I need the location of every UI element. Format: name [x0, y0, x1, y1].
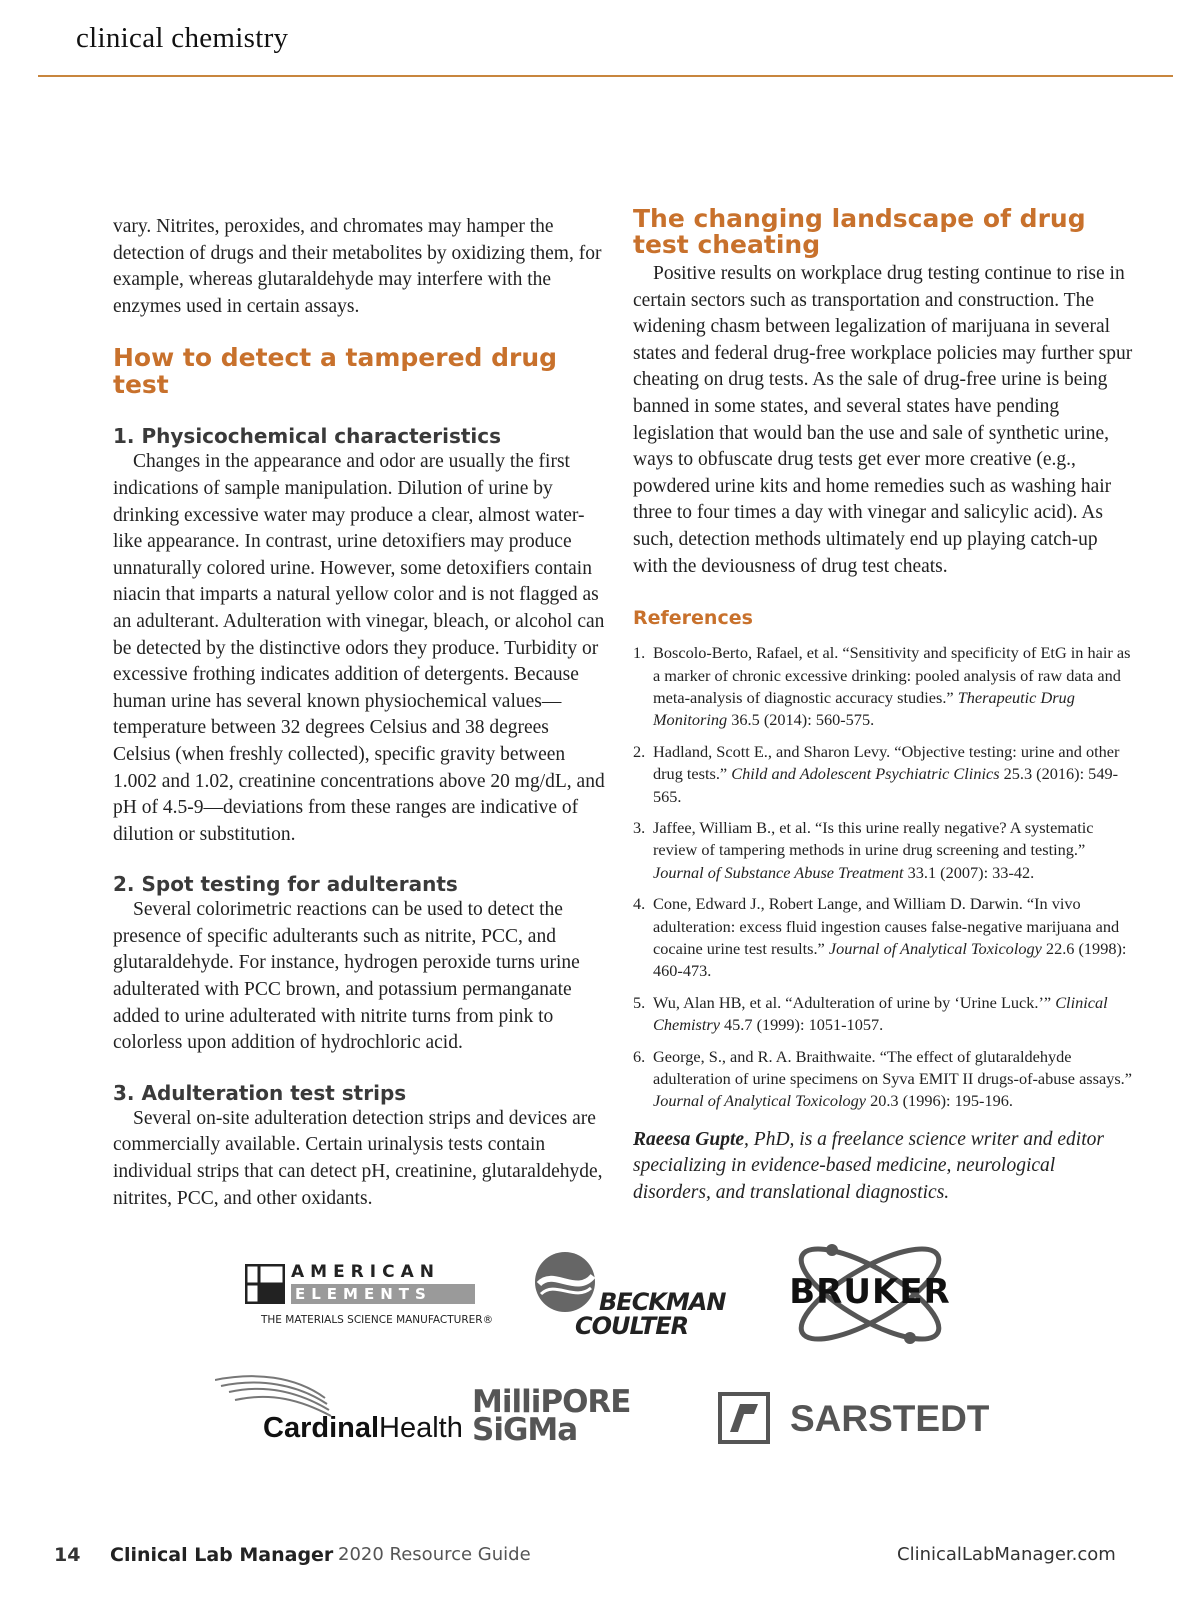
beckman-word: BECKMAN: [599, 1288, 726, 1316]
paragraph-test-strips: Several on-site adulteration detection strips and devices are commercially available. Certain urinalysis tests contain individual strips that can detect pH, creatinine, glutaraldehyde, nitrites, PCC, and other oxidants.: [113, 1107, 603, 1209]
reference-item: 2. Hadland, Scott E., and Sharon Levy. “Objective testing: urine and other drug tests.” Child and Adolescent Psychiatric Clinics 25.3 (2016): 549-565.: [633, 741, 1120, 806]
coulter-word: COULTER: [575, 1312, 689, 1340]
right-column: [633, 206, 1133, 1206]
reference-item: 6. George, S., and R. A. Braithwaite. “The effect of glutaraldehyde adulteration of urine specimens on Syva EMIT II drugs-of-abuse assays.” Journal of Analytical Toxicology 20.3 (1996): 195-196.: [633, 1046, 1132, 1111]
beckman-coulter-logo[interactable]: [533, 1248, 733, 1348]
page-number: 14: [54, 1544, 81, 1566]
american-elements-word1: AMERICAN: [291, 1262, 440, 1282]
sigma-word: SiGMa: [472, 1412, 578, 1448]
bruker-word: BRUKER: [789, 1272, 951, 1312]
beckman-coulter-swirl-icon: [533, 1250, 597, 1314]
reference-item: 3. Jaffee, William B., et al. “Is this urine really negative? A systematic review of tampering methods in urine drug screening and testing.” Journal of Substance Abuse Treatment 33.1 (2007): 33-42.: [633, 817, 1094, 882]
cardinal-health-logo[interactable]: [215, 1370, 463, 1450]
milliporesigma-logo[interactable]: [472, 1384, 682, 1458]
paragraph-landscape: Positive results on workplace drug testing continue to rise in certain sectors such as transportation and construction. The widening chasm between legalization of marijuana in several states and federal drug-free workplace policies may further spur cheating on drug tests. As the sale of drug-free urine is being banned in some states, and several states have pending legislation that would ban the use and sale of synthetic urine, ways to obfuscate drug tests get ever more creative (e.g., powdered urine kits and home remedies such as washing hair three to four times a day with vinegar and salicylic acid). As such, detection methods ultimately end up playing catch-up with the deviousness of drug test cheats.: [633, 263, 1133, 577]
sarstedt-logo[interactable]: [718, 1392, 998, 1452]
reference-item: 4. Cone, Edward J., Robert Lange, and William D. Darwin. “In vivo adulteration: excess fluid ingestion causes false-negative marijuana and cocaine urine test results.” Journal of Analytical Toxicology 22.6 (1998): 460-473.: [633, 894, 1127, 981]
subheading-spot-testing: 2. Spot testing for adulterants: [113, 872, 458, 897]
millipore-word: MilliPORE: [472, 1384, 631, 1420]
section-header: clinical chemistry: [76, 22, 289, 54]
reference-item: 5. Wu, Alan HB, et al. “Adulteration of urine by ‘Urine Luck.’” Clinical Chemistry 45.7 (1999): 1051-1057.: [633, 992, 1108, 1035]
header-rule: [38, 75, 1173, 77]
left-column: [113, 214, 610, 1212]
american-elements-word2: ELEMENTS: [291, 1284, 475, 1304]
sponsor-logos: [0, 1240, 1200, 1500]
website-link[interactable]: ClinicalLabManager.com: [897, 1544, 1116, 1565]
intro-paragraph: vary. Nitrites, peroxides, and chromates may hamper the detection of drugs and their metabolites by oxidizing them, for example, whereas glutaraldehyde may interfere with the enzymes used in certain assays.: [113, 216, 602, 317]
paragraph-spot-testing: Several colorimetric reactions can be used to detect the presence of specific adulterants such as nitrite, PCC, and glutaraldehyde. For instance, hydrogen peroxide turns urine adulterated with PCC brown, and potassium permanganate added to urine adulterated with nitrite turns from pink to colorless upon addition of hydrochloric acid.: [113, 899, 580, 1054]
guide-title: 2020 Resource Guide: [338, 1544, 531, 1565]
subheading-physicochemical: 1. Physicochemical characteristics: [113, 424, 502, 449]
section-heading-landscape: The changing landscape of drug test cheating: [633, 204, 1086, 259]
american-elements-grid-icon: [245, 1264, 285, 1304]
sarstedt-word: SARSTEDT: [790, 1398, 990, 1439]
subheading-test-strips: 3. Adulteration test strips: [113, 1080, 407, 1105]
magazine-title: Clinical Lab Manager: [110, 1544, 334, 1566]
author-name: Raeesa Gupte: [633, 1128, 745, 1150]
bruker-logo[interactable]: [770, 1240, 970, 1350]
cardinal-health-word: CardinalHealth: [263, 1412, 463, 1444]
references-list: [633, 642, 1133, 1113]
references-heading: References: [633, 607, 753, 630]
reference-item: 1. Boscolo-Berto, Rafael, et al. “Sensitivity and specificity of EtG in hair as a marker of chronic excessive drinking: pooled analysis of raw data and meta-analysis of diagnostic accuracy studies.” Therapeutic Drug Monitoring 36.5 (2014): 560-575.: [633, 643, 1131, 730]
section-heading-detect: How to detect a tampered drug test: [113, 343, 558, 400]
american-elements-tagline: THE MATERIALS SCIENCE MANUFACTURER®: [261, 1314, 494, 1326]
american-elements-logo[interactable]: [245, 1258, 495, 1338]
paragraph-physicochemical: Changes in the appearance and odor are usually the first indications of sample manipulation. Dilution of urine by drinking excessive water may produce a clear, almost water-like appearance. In contrast, urine detoxifiers may produce unnaturally colored urine. However, some detoxifiers contain niacin that imparts a natural yellow color and is not flagged as an adulterant. Adulteration with vinegar, bleach, or alcohol can be detected by the distinctive odors they produce. Turbidity or excessive frothing indicates addition of detergents. Because human urine has several known physiochemical values—temperature between 32 degrees Celsius and 38 degrees Celsius (when freshly collected), specific gravity between 1.002 and 1.02, creatinine concentrations above 20 mg/dL, and pH of 4.5-9—deviations from these ranges are indicative of dilution or substitution.: [113, 451, 605, 845]
sarstedt-square-icon: [718, 1392, 770, 1444]
author-bio: Raeesa Gupte, PhD, is a freelance science writer and editor specializing in evidence-based medicine, neurological disorders, and translational diagnostics.: [633, 1128, 1104, 1203]
